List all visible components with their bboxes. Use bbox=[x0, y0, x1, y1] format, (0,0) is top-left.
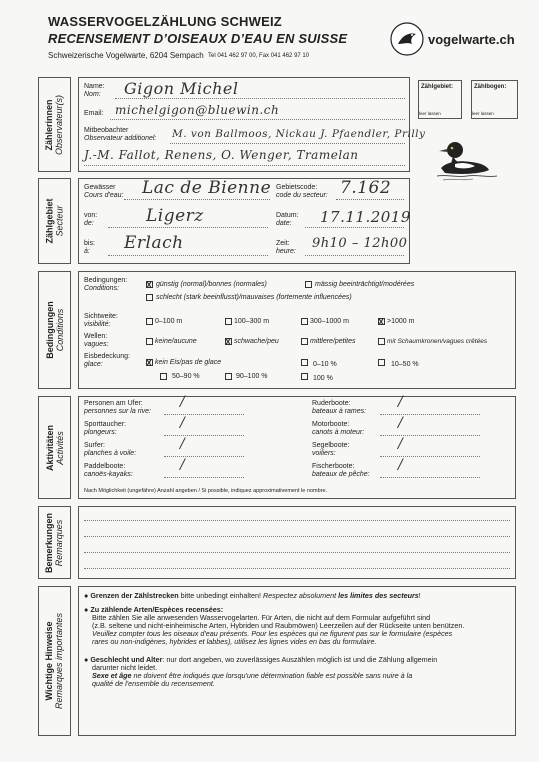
note-sex-age-fr: Sexe et âge ne doivent être indiqués que lorsqu'une détermination fiable est possible sans nuire à la bbox=[92, 671, 413, 680]
org-phone: Tel 041 462 97 00, Fax 041 462 97 10 bbox=[208, 53, 310, 59]
name-field[interactable]: Gigon Michel bbox=[124, 79, 239, 98]
to-label: bis: à: bbox=[84, 240, 95, 255]
note-species-line-3: Veuillez compter tous les oiseaux d'eau présents. Pour les espèces qui ne figurent pas sur le formulaire (espèces bbox=[92, 629, 453, 638]
activity-rowing-boats: Ruderboote: bateaux à rames: bbox=[312, 400, 367, 415]
cond-moderate-label: mässig beeinträchtigt/modérées bbox=[315, 281, 415, 288]
cond-bad-checkbox[interactable] bbox=[146, 294, 153, 301]
count-area-title: Zählgebiet: bbox=[421, 84, 454, 90]
ice-label: Eisbedeckung: glace: bbox=[84, 353, 130, 368]
vis-300-1000-checkbox[interactable] bbox=[301, 318, 308, 325]
activities-section-label: Aktivitäten Activités bbox=[38, 396, 71, 499]
time-label: Zeit: heure: bbox=[276, 240, 296, 255]
activities-footnote: Nach Möglichkeit (ungefähre) Anzahl angeben / Si possible, indiquez approximativement le nombre. bbox=[84, 488, 328, 494]
vis-1000-label: >1000 m bbox=[387, 318, 415, 325]
activity-motor-boats: Motorboote: canots à moteur: bbox=[312, 421, 365, 436]
observers-section-label: Zählerinnen Observateur(s) bbox=[38, 77, 71, 172]
area-section-label: Zählgebiet Secteur bbox=[38, 178, 71, 264]
water-field[interactable]: Lac de Bienne bbox=[142, 178, 272, 198]
ice-0-10-label: 0–10 % bbox=[313, 361, 337, 368]
waves-crested-label: mit Schaumkronen/vagues crêtées bbox=[387, 338, 488, 345]
waves-crested-checkbox[interactable] bbox=[378, 338, 385, 345]
activity-canoes: Paddelboote: canoës-kayaks: bbox=[84, 463, 133, 478]
ice-10-50-label: 10–50 % bbox=[391, 361, 419, 368]
ice-90-100-checkbox[interactable] bbox=[225, 373, 232, 380]
note-species-line-2: (z.B. seltene und nicht-einheimische Arten, Hybriden und Raubmöwen) Leerzeilen auf der Rückseite unten benützen. bbox=[92, 621, 465, 630]
remarks-line-2[interactable] bbox=[84, 536, 510, 537]
remarks-line-1[interactable] bbox=[84, 520, 510, 521]
visibility-label: Sichtweite: visibilité: bbox=[84, 313, 118, 328]
waves-medium-checkbox[interactable] bbox=[301, 338, 308, 345]
notes-section-label: Wichtige Hinweise Remarques importantes bbox=[38, 586, 71, 736]
activity-rowing-boats-value[interactable]: / bbox=[398, 394, 404, 410]
remarks-line-3[interactable] bbox=[84, 552, 510, 553]
org-address: Schweizerische Vogelwarte, 6204 Sempach bbox=[48, 51, 204, 60]
activity-shore-people-value[interactable]: / bbox=[180, 394, 186, 410]
activity-surfers: Surfer: planches à voile: bbox=[84, 442, 137, 457]
ice-none-label: kein Eis/pas de glace bbox=[155, 359, 222, 366]
logo-text: vogelwarte.ch bbox=[428, 32, 515, 47]
count-sheet-note: leer lassen bbox=[472, 111, 494, 116]
bird-logo-icon bbox=[390, 22, 424, 56]
note-sex-age-fr-line-2: qualité de l'ensemble du recensement. bbox=[92, 679, 215, 688]
activity-divers-value[interactable]: / bbox=[180, 415, 186, 431]
ice-100-label: 100 % bbox=[313, 375, 333, 382]
waves-none-label: keine/aucune bbox=[155, 338, 197, 345]
logo bbox=[390, 20, 518, 60]
remarks-line-4[interactable] bbox=[84, 568, 510, 569]
ice-0-10-checkbox[interactable] bbox=[301, 359, 308, 366]
count-area-note: leer lassen bbox=[419, 111, 441, 116]
note-sex-age: ● Geschlecht und Alter: nur dort angeben, wo zuverlässiges Auszählen möglich ist und die Zählung allgemein bbox=[84, 655, 438, 664]
water-label: Gewässer Cours d'eau: bbox=[84, 184, 124, 199]
email-label: Email: bbox=[84, 110, 104, 117]
note-species-line-1: Bitte zählen Sie alle anwesenden Wasservogelarten. Für Arten, die nicht auf dem Formular aufgeführt sind bbox=[92, 613, 431, 622]
waves-label: Wellen: vagues: bbox=[84, 333, 109, 348]
vis-0-100-label: 0–100 m bbox=[155, 318, 183, 325]
from-label: von: de: bbox=[84, 212, 98, 227]
vis-300-1000-label: 300–1000 m bbox=[310, 318, 349, 325]
activity-fishing-boats-value[interactable]: / bbox=[398, 457, 404, 473]
helpers-field-1[interactable]: M. von Ballmoos, Nickau J. Pfaendler, Prilly bbox=[172, 128, 426, 140]
note-species: ● Zu zählende Arten/Espèces recensées: bbox=[84, 605, 224, 614]
activity-fishing-boats: Fischerboote: bateaux de pêche: bbox=[312, 463, 370, 478]
duck-illustration bbox=[437, 138, 497, 182]
email-field[interactable]: michelgigon@bluewin.ch bbox=[115, 103, 280, 117]
form-title-de: WASSERVOGELZÄHLUNG SCHWEIZ bbox=[48, 14, 282, 29]
activity-shore-people: Personen am Ufer: personnes sur la rive: bbox=[84, 400, 151, 415]
waves-none-checkbox[interactable] bbox=[146, 338, 153, 345]
ice-10-50-checkbox[interactable] bbox=[378, 359, 385, 366]
waves-medium-label: mittlere/petites bbox=[310, 338, 356, 345]
waves-weak-label: schwache/peu bbox=[234, 338, 279, 345]
activity-sail-boats-value[interactable]: / bbox=[398, 436, 404, 452]
ice-100-checkbox[interactable] bbox=[301, 373, 308, 380]
helpers-field-2[interactable]: J.-M. Fallot, Renens, O. Wenger, Tramelan bbox=[84, 148, 359, 162]
conditions-section-label: Bedingungen Conditions bbox=[38, 271, 71, 389]
code-label: Gebietscode: code du secteur: bbox=[276, 184, 328, 199]
cond-label: Bedingungen: Conditions: bbox=[84, 277, 128, 292]
activity-surfers-value[interactable]: / bbox=[180, 436, 186, 452]
vis-100-300-label: 100–300 m bbox=[234, 318, 270, 325]
ice-50-90-label: 50–90 % bbox=[172, 373, 200, 380]
code-field[interactable]: 7.162 bbox=[340, 178, 392, 198]
activity-canoes-value[interactable]: / bbox=[180, 457, 186, 473]
cond-moderate-checkbox[interactable] bbox=[305, 281, 312, 288]
conditions-box bbox=[78, 271, 516, 389]
date-label: Datum: date: bbox=[276, 212, 299, 227]
activity-motor-boats-value[interactable]: / bbox=[398, 415, 404, 431]
vis-0-100-checkbox[interactable] bbox=[146, 318, 153, 325]
to-field[interactable]: Erlach bbox=[124, 233, 184, 253]
note-boundaries: ● Grenzen der Zählstrecken bitte unbedingt einhalten! Respectez absolument les limites des secteurs! bbox=[84, 591, 421, 600]
form-title-fr: RECENSEMENT D’OISEAUX D’EAU EN SUISSE bbox=[48, 31, 348, 46]
note-sex-age-line-2: darunter nicht leidet. bbox=[92, 663, 158, 672]
ice-50-90-checkbox[interactable] bbox=[160, 373, 167, 380]
activity-divers: Sporttaucher: plongeurs: bbox=[84, 421, 127, 436]
helpers-label: Mitbeobachter Observateur additionel: bbox=[84, 127, 157, 142]
name-label: Name: Nom: bbox=[84, 83, 105, 98]
cond-bad-label: schlecht (stark beeinflusst)/mauvaises (fortemente influencées) bbox=[156, 294, 352, 301]
vis-100-300-checkbox[interactable] bbox=[225, 318, 232, 325]
cond-good-label: günstig (normal)/bonnes (normales) bbox=[156, 281, 267, 288]
time-field[interactable]: 9h10 – 12h00 bbox=[312, 236, 408, 251]
activity-sail-boats: Segelboote: voiliers: bbox=[312, 442, 350, 457]
ice-90-100-label: 90–100 % bbox=[236, 373, 268, 380]
date-field[interactable]: 17.11.2019 bbox=[320, 208, 411, 226]
note-species-line-4: rares ou non-indigènes, hybrides et labbes), utilisez les lignes vides en bas du formulaire. bbox=[92, 637, 377, 646]
count-sheet-title: Zählbogen: bbox=[474, 84, 507, 90]
remarks-section-label: Bemerkungen Remarques bbox=[38, 506, 71, 579]
from-field[interactable]: Ligerz bbox=[146, 206, 204, 226]
